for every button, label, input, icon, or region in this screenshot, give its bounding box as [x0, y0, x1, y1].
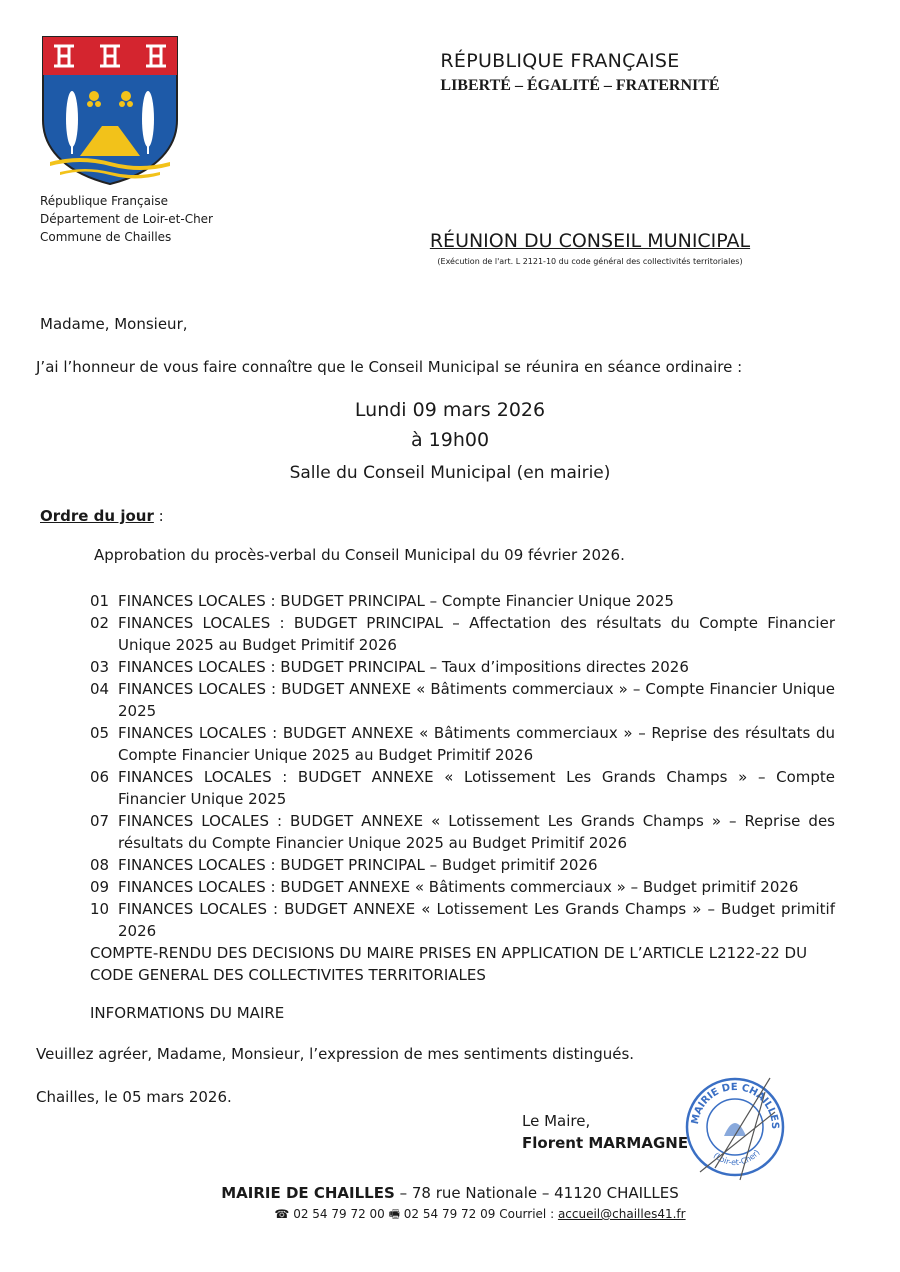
agenda-item-number: 07 [90, 812, 110, 830]
agenda-item [90, 722, 835, 766]
issuer-address-block [40, 192, 213, 246]
svg-text:(Loir-et-Cher): (Loir-et-Cher) [711, 1148, 762, 1168]
agenda-colon: : [153, 507, 164, 525]
agenda-item [90, 898, 835, 942]
approval-item: Approbation du procès-verbal du Conseil Municipal du 09 février 2026. [94, 546, 625, 564]
email-label: Courriel : [499, 1207, 555, 1221]
agenda-item-number: 08 [90, 856, 110, 874]
agenda-item-text: FINANCES LOCALES : BUDGET PRINCIPAL – Budget primitif 2026 [118, 856, 598, 874]
agenda-item [90, 876, 835, 898]
mayor-decisions-report: COMPTE-RENDU DES DECISIONS DU MAIRE PRISES EN APPLICATION DE L’ARTICLE L2122-22 DU CODE GENERAL DES COLLECTIVITES TERRITORIALES [90, 944, 808, 984]
address-line: Département de Loir-et-Cher [40, 212, 213, 226]
meeting-date: Lundi 09 mars 2026 [354, 399, 546, 421]
email-link[interactable]: accueil@chailles41.fr [557, 1207, 686, 1221]
agenda-heading [40, 507, 164, 525]
closing-formula: Veuillez agréer, Madame, Monsieur, l’expression de mes sentiments distingués. [36, 1045, 635, 1063]
meeting-time: à 19h00 [410, 429, 490, 451]
agenda-item-text: FINANCES LOCALES : BUDGET ANNEXE « Bâtiments commerciaux » – Compte Financier Unique 2025 [118, 680, 835, 720]
agenda-item-text: FINANCES LOCALES : BUDGET ANNEXE « Bâtiments commerciaux » – Reprise des résultats du Compte Financier Unique 2025 au Budget Primitif 2026 [118, 724, 835, 764]
signatory-name: Florent MARMAGNE [522, 1134, 689, 1152]
agenda-item-text: FINANCES LOCALES : BUDGET PRINCIPAL – Compte Financier Unique 2025 [118, 592, 674, 610]
svg-text:MAIRIE DE CHAILLES: MAIRIE DE CHAILLES [689, 1081, 781, 1130]
agenda-item-number: 06 [90, 768, 110, 786]
agenda-label: Ordre du jour [40, 507, 154, 525]
republic-title: RÉPUBLIQUE FRANÇAISE [440, 50, 680, 72]
republic-motto: LIBERTÉ – ÉGALITÉ – FRATERNITÉ [440, 77, 720, 94]
intro-paragraph: J’ai l’honneur de vous faire connaître que le Conseil Municipal se réunira en séance ordinaire : [36, 358, 743, 376]
coat-of-arms-logo [40, 34, 180, 186]
agenda-item [90, 766, 835, 810]
agenda-item [90, 590, 835, 612]
agenda-item [90, 678, 835, 722]
signatory-block [522, 1110, 688, 1154]
mayor-information: INFORMATIONS DU MAIRE [90, 1004, 285, 1022]
agenda-item-number: 03 [90, 658, 110, 676]
agenda-item-text: FINANCES LOCALES : BUDGET PRINCIPAL – Affectation des résultats du Compte Financier Unique 2025 au Budget Primitif 2026 [118, 614, 835, 654]
footer-street: – 78 rue Nationale – 41120 CHAILLES [394, 1184, 679, 1202]
fax-number: 02 54 79 72 09 [403, 1207, 496, 1221]
agenda-item [90, 810, 835, 854]
phone-icon: ☎ [274, 1207, 290, 1221]
agenda-item-number: 01 [90, 592, 110, 610]
place-and-date: Chailles, le 05 mars 2026. [36, 1088, 232, 1106]
agenda-item-number: 10 [90, 900, 110, 918]
agenda-item-number: 04 [90, 680, 110, 698]
agenda-item-text: FINANCES LOCALES : BUDGET ANNEXE « Lotissement Les Grands Champs » – Budget primitif 2026 [118, 900, 835, 940]
agenda-item-text: FINANCES LOCALES : BUDGET PRINCIPAL – Taux d’impositions directes 2026 [118, 658, 689, 676]
agenda-item-number: 09 [90, 878, 110, 896]
fax-icon: 🖷 [388, 1207, 400, 1221]
meeting-place: Salle du Conseil Municipal (en mairie) [289, 463, 611, 483]
agenda-item [90, 656, 835, 678]
footer-address [0, 1184, 900, 1202]
agenda-item-number: 02 [90, 614, 110, 632]
salutation: Madame, Monsieur, [40, 315, 188, 333]
footer-contact [0, 1205, 900, 1226]
agenda-item-text: FINANCES LOCALES : BUDGET ANNEXE « Lotissement Les Grands Champs » – Reprise des résultats du Compte Financier Unique 2025 au Budget Primitif 2026 [118, 812, 835, 852]
agenda-list [90, 590, 835, 942]
address-line: République Française [40, 194, 168, 208]
agenda-item [90, 854, 835, 876]
mairie-stamp-seal [680, 1072, 790, 1182]
meeting-title: RÉUNION DU CONSEIL MUNICIPAL [429, 230, 751, 252]
agenda-item-text: FINANCES LOCALES : BUDGET ANNEXE « Lotissement Les Grands Champs » – Compte Financier Unique 2025 [118, 768, 835, 808]
agenda-item-text: FINANCES LOCALES : BUDGET ANNEXE « Bâtiments commerciaux » – Budget primitif 2026 [118, 878, 799, 896]
agenda-item-number: 05 [90, 724, 110, 742]
phone-number: 02 54 79 72 00 [293, 1207, 385, 1221]
footer-org: MAIRIE DE CHAILLES [221, 1184, 395, 1202]
address-line: Commune de Chailles [40, 230, 172, 244]
signatory-title: Le Maire, [522, 1112, 591, 1130]
agenda-item [90, 612, 835, 656]
meeting-legal-note: (Exécution de l'art. L 2121-10 du code général des collectivités territoriales) [437, 257, 743, 266]
